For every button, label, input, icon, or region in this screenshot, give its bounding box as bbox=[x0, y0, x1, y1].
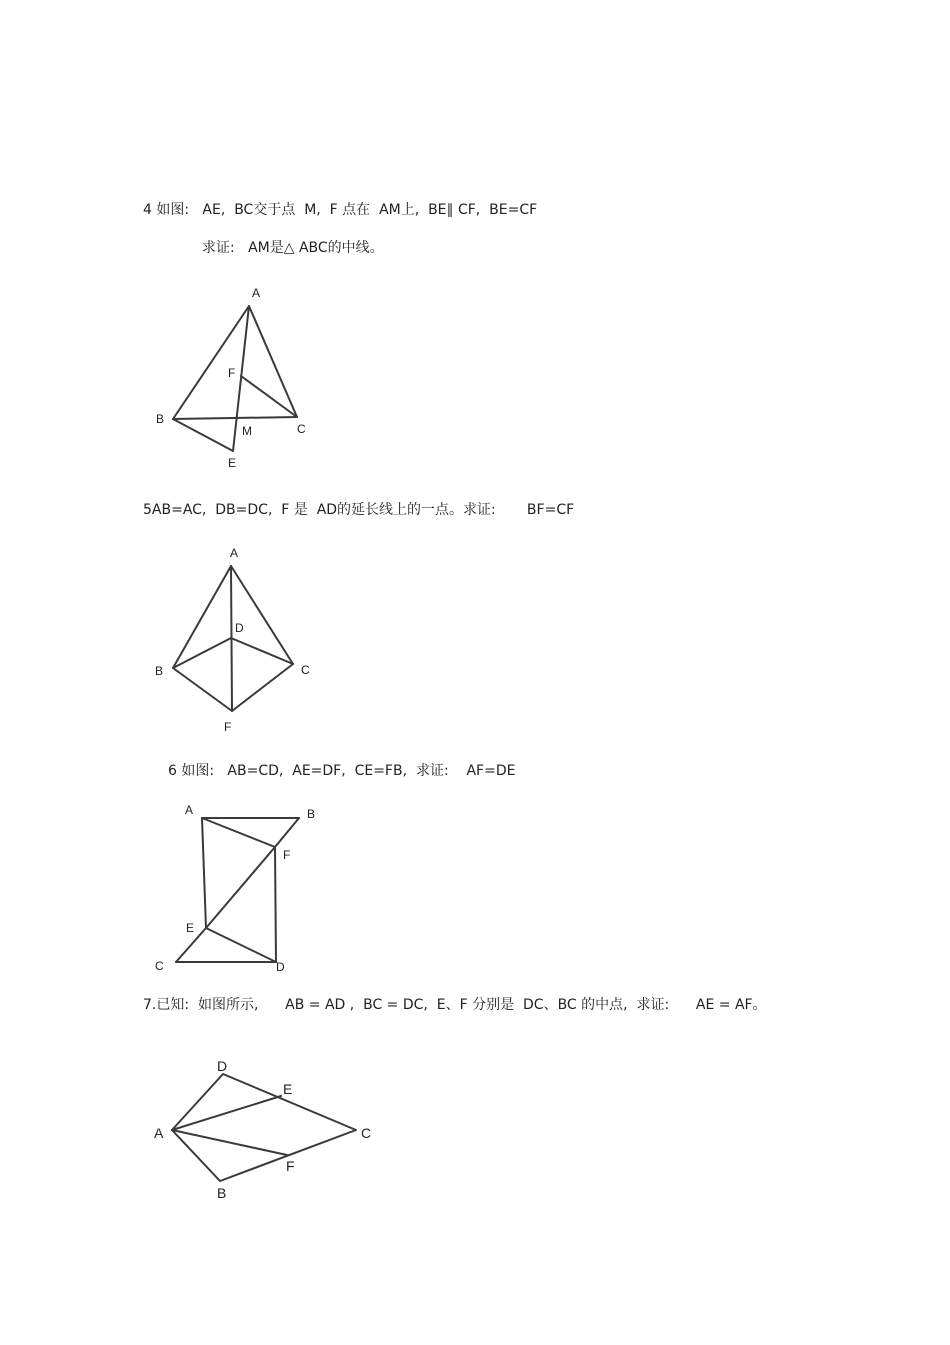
label-b: B bbox=[156, 412, 165, 426]
label-c: C bbox=[297, 422, 306, 436]
label-m: M bbox=[242, 424, 252, 438]
label-b: B bbox=[307, 807, 316, 821]
label-f: F bbox=[286, 1158, 295, 1174]
label-a: A bbox=[154, 1125, 164, 1141]
label-c: C bbox=[361, 1125, 372, 1141]
label-b: B bbox=[217, 1185, 227, 1201]
label-f: F bbox=[224, 720, 232, 734]
label-a: A bbox=[185, 803, 194, 817]
label-e: E bbox=[186, 921, 195, 935]
segment-af bbox=[172, 1130, 287, 1155]
label-c: C bbox=[301, 663, 310, 677]
problem-7-statement: 7.已知: 如图所示, AB = AD , BC = DC, E、F 分别是 DC、BC 的中点, 求证: AE = AF。 bbox=[143, 997, 767, 1013]
problem-5-statement: 5AB=AC, DB=DC, F 是 AD的延长线上的一点。求证: BF=CF bbox=[143, 502, 575, 518]
label-d: D bbox=[276, 960, 285, 974]
label-a: A bbox=[230, 546, 239, 560]
label-e: E bbox=[228, 456, 237, 470]
label-a: A bbox=[252, 286, 261, 300]
label-b: B bbox=[155, 664, 164, 678]
label-d: D bbox=[217, 1058, 228, 1074]
problem-6-statement: 6 如图: AB=CD, AE=DF, CE=FB, 求证: AF=DE bbox=[168, 763, 516, 779]
label-d: D bbox=[235, 621, 244, 635]
label-c: C bbox=[155, 959, 164, 973]
kite-adcb bbox=[172, 1074, 356, 1181]
label-e: E bbox=[283, 1081, 293, 1097]
label-f: F bbox=[228, 366, 236, 380]
label-f: F bbox=[283, 848, 291, 862]
problem-4-statement: 4 如图: AE, BC交于点 M, F 点在 AM上, BE∥ CF, BE=CF bbox=[143, 202, 538, 218]
problem-4-prove: 求证: AM是△ ABC的中线。 bbox=[202, 240, 384, 256]
